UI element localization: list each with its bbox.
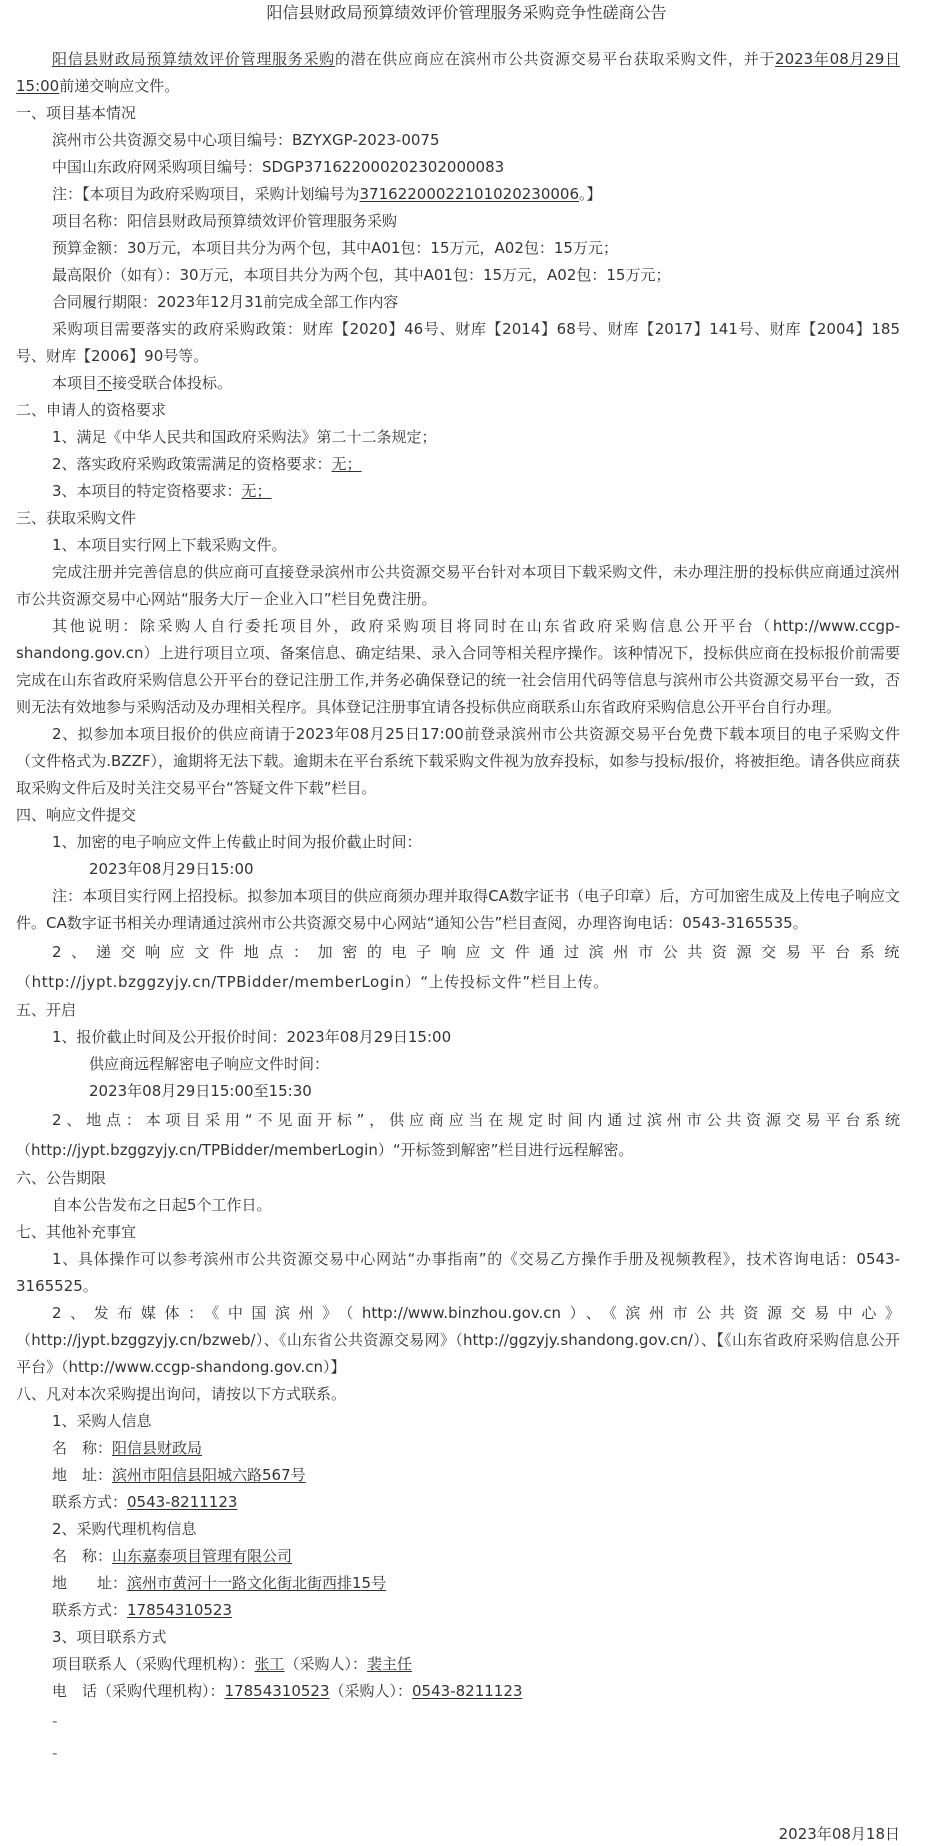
purchaser-phone: 联系方式：0543-8211123 bbox=[52, 1493, 238, 1511]
upload-deadline-label: 1、加密的电子响应文件上传截止时间为报价截止时间： bbox=[52, 833, 422, 851]
publication-media: 2、发布媒体：《中国滨州》（http://www.binzhou.gov.cn）、《滨州市公共资源交易中心》（http://jypt.bzggzyjy.cn/bzweb/）、《山东省公共资源交易网》（http://ggzyjy.shandong.gov.cn/）、【《山东省政府采购信息公开平台》（http://www.ccgp-shandong.gov.cn）】 bbox=[16, 1304, 900, 1376]
page-title: 阳信县财政局预算绩效评价管理服务采购竞争性磋商公告 bbox=[266, 3, 667, 22]
ca-certificate-note: 注：本项目实行网上招投标。拟参加本项目的供应商须办理并取得CA数字证书（电子印章）后，方可加密生成及上传电子响应文件。CA数字证书相关办理请通过滨州市公共资源交易中心网站“通知公告”栏目查阅，办理咨询电话：0543-3165535。 bbox=[16, 887, 900, 932]
max-price: 最高限价（如有）：30万元，本项目共分为两个包，其中A01包：15万元，A02包：15万元； bbox=[52, 266, 671, 284]
footer-date: 2023年08月18日 bbox=[778, 1825, 900, 1843]
agency-address: 地 址：滨州市黄河十一路文化街北街西排15号 bbox=[52, 1574, 387, 1592]
project-name-link[interactable]: 阳信县财政局预算绩效评价管理服务采购 bbox=[52, 50, 335, 68]
project-number-sd: 中国山东政府网采购项目编号：SDGP371622000202302000083 bbox=[52, 158, 505, 176]
section-heading-8: 八、凡对本次采购提出询问，请按以下方式联系。 bbox=[16, 1385, 347, 1403]
contract-period: 合同履行期限：2023年12月31前完成全部工作内容 bbox=[52, 293, 399, 311]
separator-dash-1: - bbox=[52, 1712, 58, 1730]
notice-body bbox=[16, 46, 900, 1769]
section-heading-4: 四、响应文件提交 bbox=[16, 806, 137, 824]
other-notes: 其他说明：除采购人自行委托项目外，政府采购项目将同时在山东省政府采购信息公开平台（http://www.ccgp-shandong.gov.cn）上进行项目立项、备案信息、确定结果、录入合同等相关程序操作。该种情况下，投标供应商在投标报价前需要完成在山东省政府采购信息公开平台的登记注册工作,并务必确保登记的统一社会信用代码等信息与滨州市公共资源交易平台一致，否则无法有效地参与采购活动及办理相关程序。具体登记注册事宜请各投标供应商联系山东省政府采购信息公开平台自行办理。 bbox=[16, 617, 900, 716]
consortium-note: 本项目不接受联合体投标。 bbox=[52, 374, 233, 392]
qualification-2: 2、落实政府采购政策需满足的资格要求：无； bbox=[52, 455, 362, 473]
qualification-3: 3、本项目的特定资格要求：无； bbox=[52, 482, 272, 500]
agency-name: 名 称：山东嘉泰项目管理有限公司 bbox=[52, 1547, 293, 1565]
purchaser-name: 名 称：阳信县财政局 bbox=[52, 1439, 203, 1457]
section-heading-7: 七、其他补充事宜 bbox=[16, 1223, 137, 1241]
budget-amount: 预算金额：30万元，本项目共分为两个包，其中A01包：15万元，A02包：15万元； bbox=[52, 239, 618, 257]
section-heading-6: 六、公告期限 bbox=[16, 1169, 107, 1187]
project-number-bz: 滨州市公共资源交易中心项目编号：BZYXGP-2023-0075 bbox=[52, 131, 440, 149]
submission-location: 2、递交响应文件地点：加密的电子响应文件通过滨州市公共资源交易平台系统（http://jypt.bzggzyjy.cn/TPBidder/memberLogin）“上传投标文件”栏目上传。 bbox=[16, 943, 900, 991]
project-name: 项目名称：阳信县财政局预算绩效评价管理服务采购 bbox=[52, 212, 398, 230]
purchaser-info-heading: 1、采购人信息 bbox=[52, 1412, 152, 1430]
operation-guide-note: 1、具体操作可以参考滨州市公共资源交易中心网站“办事指南”的《交易乙方操作手册及视频教程》，技术咨询电话：0543-3165525。 bbox=[16, 1250, 900, 1295]
section-heading-1: 一、项目基本情况 bbox=[16, 104, 137, 122]
announcement-period: 自本公告发布之日起5个工作日。 bbox=[52, 1196, 272, 1214]
project-contact: 项目联系人（采购代理机构）：张工（采购人）：裴主任 bbox=[52, 1655, 413, 1673]
section-heading-2: 二、申请人的资格要求 bbox=[16, 401, 167, 419]
decrypt-time-value: 2023年08月29日15:00至15:30 bbox=[89, 1082, 312, 1100]
project-phone: 电 话（采购代理机构）：17854310523（采购人）：0543-8211123 bbox=[52, 1682, 523, 1700]
deadline-text: 2023年08月29日15:00 bbox=[16, 50, 900, 95]
decrypt-time-label: 供应商远程解密电子响应文件时间： bbox=[89, 1055, 330, 1073]
download-deadline-note: 2、拟参加本项目报价的供应商请于2023年08月25日17:00前登录滨州市公共资源交易平台免费下载本项目的电子采购文件（文件格式为.BZZF），逾期将无法下载。逾期未在平台系统下载采购文件视为放弃投标，如参与投标/报价，将被拒绝。请各供应商获取采购文件后及时关注交易平台“答疑文件下载”栏目。 bbox=[16, 725, 900, 797]
agency-info-heading: 2、采购代理机构信息 bbox=[52, 1520, 197, 1538]
agency-phone: 联系方式：17854310523 bbox=[52, 1601, 232, 1619]
opening-location: 2、地点：本项目采用“不见面开标”，供应商应当在规定时间内通过滨州市公共资源交易平台系统（http://jypt.bzggzyjy.cn/TPBidder/memberLogin）“开标签到解密”栏目进行远程解密。 bbox=[16, 1111, 900, 1159]
purchaser-address: 地 址：滨州市阳信县阳城六路567号 bbox=[52, 1466, 306, 1484]
section-heading-3: 三、获取采购文件 bbox=[16, 509, 137, 527]
section-heading-5: 五、开启 bbox=[16, 1001, 77, 1019]
opening-time: 1、报价截止时间及公开报价时间：2023年08月29日15:00 bbox=[52, 1028, 452, 1046]
project-contact-heading: 3、项目联系方式 bbox=[52, 1628, 167, 1646]
upload-deadline-value: 2023年08月29日15:00 bbox=[89, 860, 254, 878]
separator-dash-2: - bbox=[52, 1744, 58, 1762]
procurement-policy: 采购项目需要落实的政府采购政策：财库【2020】46号、财库【2014】68号、财库【2017】141号、财库【2004】185号、财库【2006】90号等。 bbox=[16, 320, 900, 365]
intro-paragraph: 阳信县财政局预算绩效评价管理服务采购的潜在供应商应在滨州市公共资源交易平台获取采购文件，并于2023年08月29日15:00前递交响应文件。 bbox=[16, 50, 900, 95]
plan-number-note: 注：【本项目为政府采购项目，采购计划编号为37162200022101020230006。】 bbox=[52, 185, 602, 203]
registration-note: 完成注册并完善信息的供应商可直接登录滨州市公共资源交易平台针对本项目下载采购文件，未办理注册的投标供应商通过滨州市公共资源交易中心网站“服务大厅－企业入口”栏目免费注册。 bbox=[16, 563, 900, 608]
qualification-1: 1、满足《中华人民共和国政府采购法》第二十二条规定； bbox=[52, 428, 437, 446]
download-note: 1、本项目实行网上下载采购文件。 bbox=[52, 536, 287, 554]
